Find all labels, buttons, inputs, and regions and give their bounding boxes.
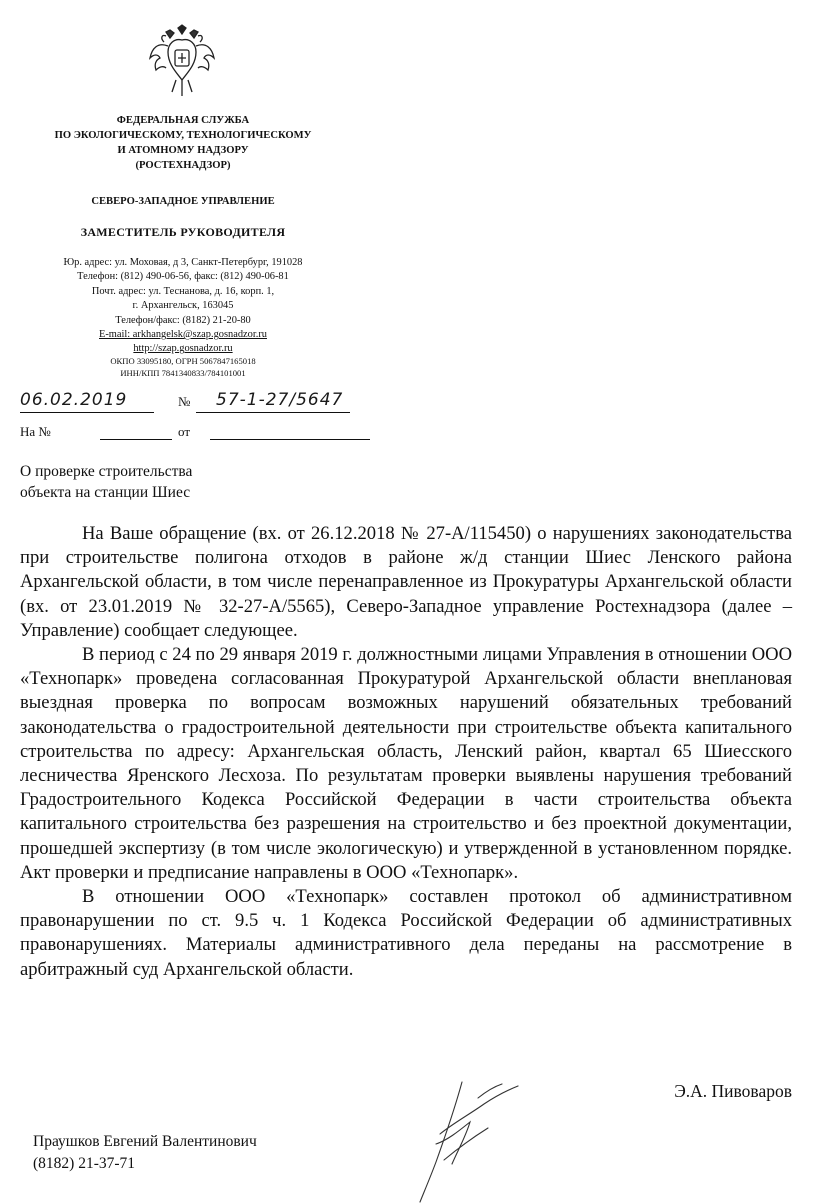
number-label: № [178,394,191,409]
double-headed-eagle-emblem-icon [146,24,218,102]
email-link[interactable]: E-mail: arkhangelsk@szap.gosnadzor.ru [99,329,267,341]
executor-block [33,1131,257,1175]
handwritten-signature-icon [400,1074,540,1204]
organization-name [20,113,346,173]
postal-address: г. Архангельск, 163045 [132,300,234,312]
body-paragraph: В период с 24 по 29 января 2019 г. должностными лицами Управления в отношении ООО «Технопарк» проведена согласованная Прокуратурой Архангельской области внеплановая выездная проверка по вопросам возможных нарушений обязательных требований законодательства о градостроительной деятельности при строительстве объекта капитального строительства по адресу: Архангельская область, Ленский район, квартал 65 Шиесского лесничества Яренского Лесхоза. По результатам проверки выявлены нарушения требований Градостроительного Кодекса Российской Федерации в части строительства объекта капитального строительства без разрешения на строительство и без проектной документации, прошедшей экспертизу (в том числе экологическую) и утвержденной в установленном порядке. Акт проверки и предписание направлены в ООО «Технопарк». [20,644,792,883]
legal-address: Юр. адрес: ул. Моховая, д 3, Санкт-Петербург, 191028 [63,257,303,268]
letter-body [20,522,792,982]
org-line: ПО ЭКОЛОГИЧЕСКОМУ, ТЕХНОЛОГИЧЕСКОМУ [54,130,312,141]
outgoing-date-field [20,390,154,413]
body-paragraph: На Ваше обращение (вх. от 26.12.2018 № 27-А/115450) о нарушениях законодательства при строительстве полигона отходов в районе ж/д станции Шиес Ленского района Архангельской области, в том числе перенаправленное из Прокуратуры Архангельской области (вх. от 23.01.2019 № 32-27-А/5565), Северо-Западное управление Ростехнадзора (далее – Управление) сообщает следующее. [20,523,792,641]
subject-line: объекта на станции Шиес [20,484,191,501]
department-name: СЕВЕРО-ЗАПАДНОЕ УПРАВЛЕНИЕ [91,196,275,207]
position-title: ЗАМЕСТИТЕЛЬ РУКОВОДИТЕЛЯ [80,225,286,239]
inn-kpp: ИНН/КПП 7841340833/784101001 [120,367,246,378]
letter-subject [20,461,260,503]
reply-to-label: На № [20,424,51,439]
reply-to-line [20,424,350,442]
org-line: ФЕДЕРАЛЬНАЯ СЛУЖБА [116,115,250,126]
org-line: (РОСТЕХНАДЗОР) [135,160,231,171]
registration-line [20,390,350,414]
from-label: от [178,424,191,439]
subject-line: О проверке строительства [20,463,193,480]
executor-phone: (8182) 21-37-71 [33,1155,136,1172]
outgoing-number: 57-1-27/5647 [216,390,344,410]
phone-fax-2: Телефон/факс: (8182) 21-20-80 [115,314,251,326]
executor-name: Праушков Евгений Валентинович [33,1133,257,1150]
phone-fax: Телефон: (812) 490-06-56, факс: (812) 490-06-81 [77,271,289,283]
outgoing-date: 06.02.2019 [20,390,128,410]
postal-address: Почт. адрес: ул. Теснанова, д. 16, корп. 1, [91,285,275,297]
signatory-name: Э.А. Пивоваров [674,1081,792,1101]
registration-codes [20,356,346,379]
website-link[interactable]: http://szap.gosnadzor.ru [133,343,233,355]
contact-block [20,256,346,357]
okpo-ogrn: ОКПО 33095180, ОГРН 5067847165018 [110,356,256,366]
body-paragraph: В отношении ООО «Технопарк» составлен протокол об административном правонарушении по ст. 9.5 ч. 1 Кодекса Российской Федерации об административных правонарушениях. Материалы административного дела переданы на рассмотрение в арбитражный суд Архангельской области. [20,886,792,980]
reply-to-date-blank [210,439,370,440]
reply-to-number-blank [100,439,172,440]
outgoing-number-field [196,390,350,413]
org-line: И АТОМНОМУ НАДЗОРУ [117,145,249,156]
